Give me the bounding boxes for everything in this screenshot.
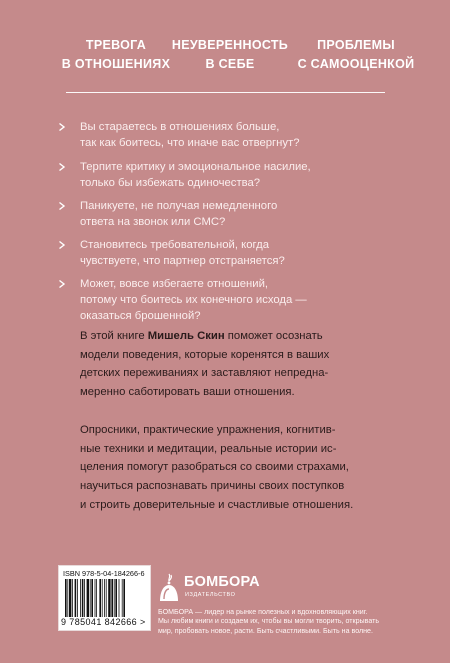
author-name: Мишель Скин xyxy=(147,330,225,342)
description-line: Опросники, практические упражнения, когнитив- xyxy=(80,424,336,436)
question-line: чувствуете, что партнер отстраняется? xyxy=(80,255,285,267)
publisher-name: БОМБОРА xyxy=(184,574,260,590)
barcode-bar xyxy=(99,579,101,617)
question-item xyxy=(80,198,390,230)
barcode-bar xyxy=(84,579,85,617)
barcode-bar xyxy=(115,579,117,617)
description-paragraph xyxy=(80,327,410,402)
header-divider xyxy=(66,92,385,93)
question-line: Вы стараетесь в отношениях больше, xyxy=(80,121,280,133)
description-paragraph xyxy=(80,421,410,515)
barcode-bar xyxy=(102,579,103,617)
question-line: Становитесь требовательной, когда xyxy=(80,239,269,251)
barcode-digits: 9 785041 842666 > xyxy=(61,617,146,627)
description-line: меренно саботировать ваши отношения. xyxy=(80,386,295,399)
barcode-bar xyxy=(90,579,91,617)
barcode-bar xyxy=(91,579,93,617)
isbn-barcode xyxy=(58,565,151,631)
bombora-logo xyxy=(157,573,181,603)
publisher-description-line: Мы любим книги и создаем их, чтобы вы могли творить, открывать xyxy=(158,617,380,626)
isbn-number: ISBN 978-5-04-184266-6 xyxy=(63,569,145,578)
question-line: ответа на звонок или СМС? xyxy=(80,216,226,228)
question-line: только бы избежать одиночества? xyxy=(80,177,261,189)
description-line: детских переживаниях и заставляют непредна- xyxy=(80,367,329,380)
theme-line: С САМООЦЕНКОЙ xyxy=(297,57,415,71)
barcode-bar xyxy=(67,579,68,617)
theme-line: ПРОБЛЕМЫ xyxy=(317,38,395,52)
barcode-bar xyxy=(123,579,125,617)
description-line: научиться распознавать причины своих поступков xyxy=(80,480,345,493)
barcode-bar xyxy=(114,579,115,617)
themes-header xyxy=(0,36,450,80)
publisher-description-line: мир, пробовать новое, расти. Быть счастливыми. Быть на волне. xyxy=(158,626,373,635)
barcode-bar xyxy=(69,579,71,617)
description-prefix: В этой книге xyxy=(80,330,148,342)
barcode-bar xyxy=(96,579,97,617)
barcode-bars xyxy=(65,579,145,617)
theme-line: НЕУВЕРЕННОСТЬ xyxy=(171,38,289,52)
question-item xyxy=(80,159,390,191)
theme-line: В ОТНОШЕНИЯХ xyxy=(61,57,171,71)
barcode-bar xyxy=(106,579,107,617)
publisher-description-line: БОМБОРА — лидер на рынке полезных и вдохновляющих книг. xyxy=(158,608,368,616)
barcode-bar xyxy=(111,579,113,617)
description-line xyxy=(80,327,410,346)
publisher-subtitle: ИЗДАТЕЛЬСТВО xyxy=(185,592,236,598)
theme-anxiety xyxy=(57,36,175,74)
barcode-bar xyxy=(80,579,81,617)
barcode-bar xyxy=(87,579,89,617)
barcode-bar xyxy=(95,579,96,617)
barcode-bar xyxy=(122,579,123,617)
question-line: Паникуете, не получая немедленного xyxy=(80,200,278,212)
question-item xyxy=(80,237,390,269)
theme-self-esteem xyxy=(294,36,418,74)
question-line: оказаться брошенной? xyxy=(80,310,201,322)
question-line: так как боитесь, что иначе вас отвергнут? xyxy=(80,137,300,149)
description-line: и строить доверительные и счастливые отношения. xyxy=(80,498,354,511)
question-item xyxy=(80,119,390,151)
description-line: целения помогут разобраться со своими страхами, xyxy=(80,461,349,474)
barcode-bar xyxy=(77,579,78,617)
chevron-right-icon xyxy=(57,201,67,211)
chevron-right-icon xyxy=(57,122,67,132)
barcode-bar xyxy=(65,579,67,617)
chevron-right-icon xyxy=(57,162,67,172)
barcode-bar xyxy=(108,579,110,617)
chevron-right-icon xyxy=(57,279,67,289)
description-line: модели поведения, которые коренятся в ваших xyxy=(80,348,330,361)
question-item xyxy=(80,276,390,324)
barcode-bar xyxy=(104,579,105,617)
description-rest: поможет осознать xyxy=(224,330,323,342)
theme-line: ТРЕВОГА xyxy=(85,38,147,52)
barcode-bar xyxy=(72,579,73,617)
barcode-bar xyxy=(119,579,120,617)
question-line: Может, вовсе избегаете отношений, xyxy=(80,278,269,290)
question-line: Терпите критику и эмоциональное насилие, xyxy=(80,161,311,173)
barcode-bar xyxy=(82,579,84,617)
theme-line: В СЕБЕ xyxy=(205,57,255,71)
theme-insecurity xyxy=(170,36,290,74)
publisher-description xyxy=(158,608,408,636)
chevron-right-icon xyxy=(57,240,67,250)
description-line: ные техники и медитации, реальные истории ис- xyxy=(80,442,337,455)
question-line: потому что боитесь их конечного исхода — xyxy=(80,294,307,306)
barcode-bar xyxy=(75,579,77,617)
